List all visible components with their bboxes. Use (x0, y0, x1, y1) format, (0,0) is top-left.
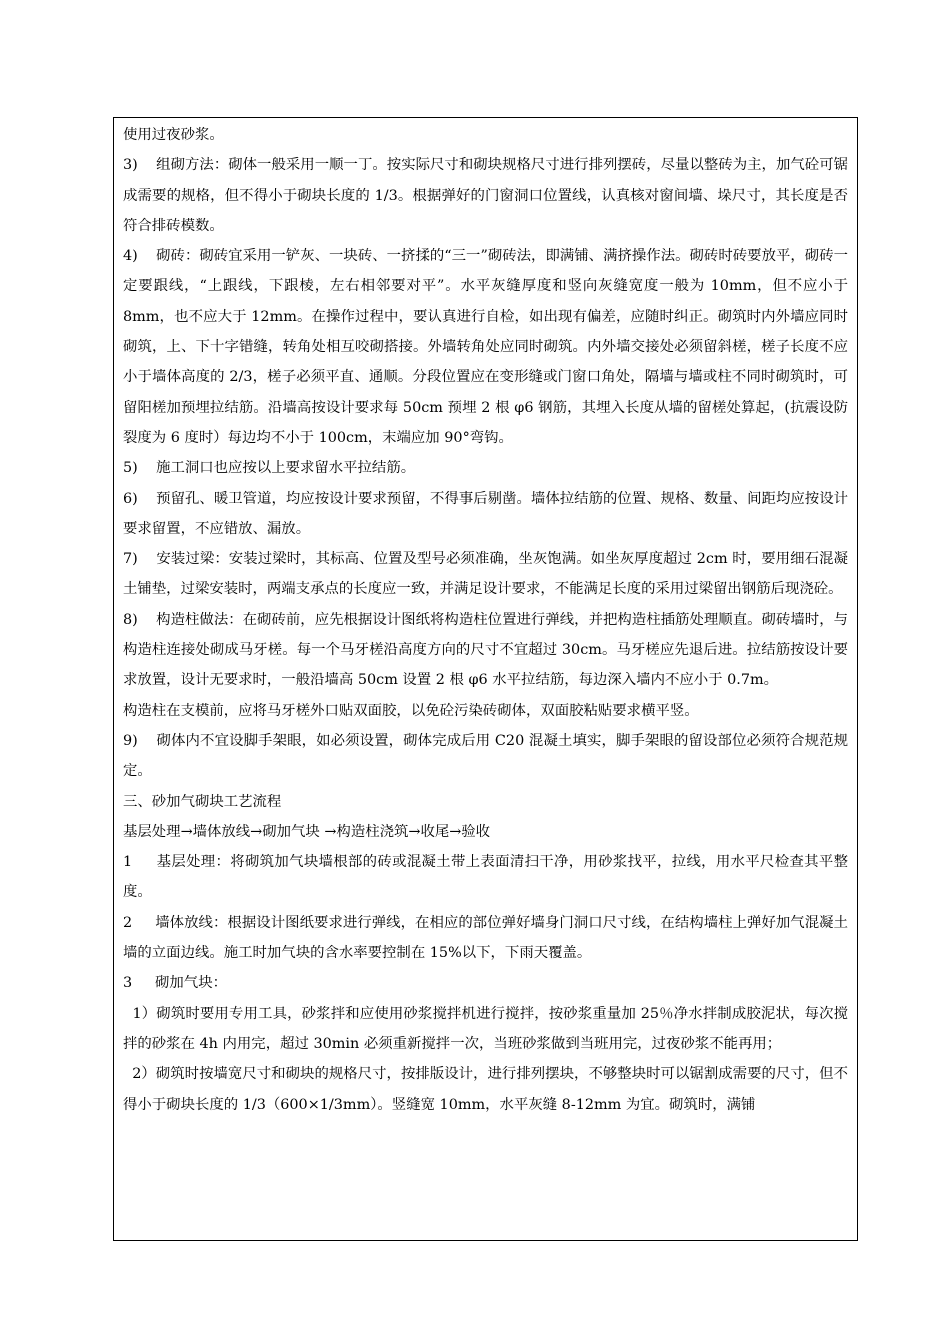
paragraph: 使用过夜砂浆。 (123, 127, 224, 143)
process-flow: 基层处理→墙体放线→砌加气块 →构造柱浇筑→收尾→验收 (123, 823, 491, 840)
paragraph: 3) 组砌方法：砌体一般采用一顺一丁。按实际尺寸和砌块规格尺寸进行排列摆砖，尽量以整砖为主，加气砼可锯成需要的规格，但不得小于砌块长度的 1/3。根据弹好的门窗洞口位置线，认真核对窗间墙、垛尺寸，其长度是否符合排砖模数。 (123, 157, 848, 234)
document-body (114, 118, 857, 1120)
paragraph: 3 砌加气块： (123, 975, 227, 992)
paragraph: 4) 砌砖：砌砖宜采用一铲灰、一块砖、一挤揉的“三一”砌砖法，即满铺、满挤操作法。砌砖时砖要放平，砌砖一定要跟线，“上跟线，下跟棱，左右相邻要对平”。水平灰缝厚度和竖向灰缝宽度一般为 10mm，但不应小于 8mm，也不应大于 12mm。在操作过程中，要认真进行自检，如出现有偏差，应随时纠正。砌筑时内外墙应同时砌筑，上、下十字错缝，转角处相互咬砌搭接。外墙转角处应同时砌筑。内外墙交接处必须留斜槎，槎子长度不应小于墙体高度的 2/3，槎子必须平直、通顺。分段位置应在变形缝或门窗口角处，隔墙与墙或柱不同时砌筑时，可留阳槎加预埋拉结筋。沿墙高按设计要求每 50cm 预埋 2 根 φ6 钢筋，其埋入长度从墙的留槎处算起，(抗震设防裂度为 6 度时）每边均不小于 100cm，末端应加 90°弯钩。 (123, 248, 848, 446)
paragraph: 8) 构造柱做法：在砌砖前，应先根据设计图纸将构造柱位置进行弹线，并把构造柱插筋处理顺直。砌砖墙时，与构造柱连接处砌成马牙槎。每一个马牙槎沿高度方向的尺寸不宜超过 30cm。马牙槎应先退后进。拉结筋按设计要求放置，设计无要求时，一般沿墙高 50cm 设置 2 根 φ6 水平拉结筋，每边深入墙内不应小于 0.7m。 (123, 611, 848, 689)
paragraph: 构造柱在支模前，应将马牙槎外口贴双面胶，以免砼污染砖砌体，双面胶粘贴要求横平竖。 (123, 702, 699, 719)
paragraph: 1）砌筑时要用专用工具，砂浆拌和应使用砂浆搅拌机进行搅拌，按砂浆重量加 25％净水拌制成胶泥状，每次搅拌的砂浆在 4h 内用完，超过 30min 必须重新搅拌一次，当班砂浆做到当班用完，过夜砂浆不能再用； (123, 1005, 848, 1052)
paragraph: 6) 预留孔、暖卫管道，均应按设计要求预留，不得事后剔凿。墙体拉结筋的位置、规格、数量、间距均应按设计要求留置，不应错放、漏放。 (123, 490, 848, 537)
section-heading: 三、砂加气砌块工艺流程 (123, 793, 282, 810)
paragraph: 7) 安装过梁：安装过梁时，其标高、位置及型号必须准确，坐灰饱满。如坐灰厚度超过 2cm 时，要用细石混凝土铺垫，过梁安装时，两端支承点的长度应一致，并满足设计要求，不能满足长度的采用过梁留出钢筋后现浇砼。 (123, 551, 848, 598)
paragraph: 9) 砌体内不宜设脚手架眼，如必须设置，砌体完成后用 C20 混凝土填实，脚手架眼的留设部位必须符合规范规定。 (123, 732, 848, 780)
paragraph: 2）砌筑时按墙宽尺寸和砌块的规格尺寸，按排版设计，进行排列摆块，不够整块时可以锯割成需要的尺寸，但不得小于砌块长度的 1/3（600×1/3mm）。竖缝宽 10mm，水平灰缝 8-12mm 为宜。砌筑时，满铺 (123, 1066, 848, 1113)
paragraph: 1 基层处理：将砌筑加气块墙根部的砖或混凝土带上表面清扫干净，用砂浆找平，拉线，用水平尺检查其平整度。 (123, 854, 848, 901)
paragraph: 2 墙体放线：根据设计图纸要求进行弹线，在相应的部位弹好墙身门洞口尺寸线，在结构墙柱上弹好加气混凝土墙的立面边线。施工时加气块的含水率要控制在 15%以下，下雨天覆盖。 (123, 914, 848, 962)
content-table-cell (113, 117, 858, 1241)
paragraph: 5) 施工洞口也应按以上要求留水平拉结筋。 (123, 460, 416, 477)
